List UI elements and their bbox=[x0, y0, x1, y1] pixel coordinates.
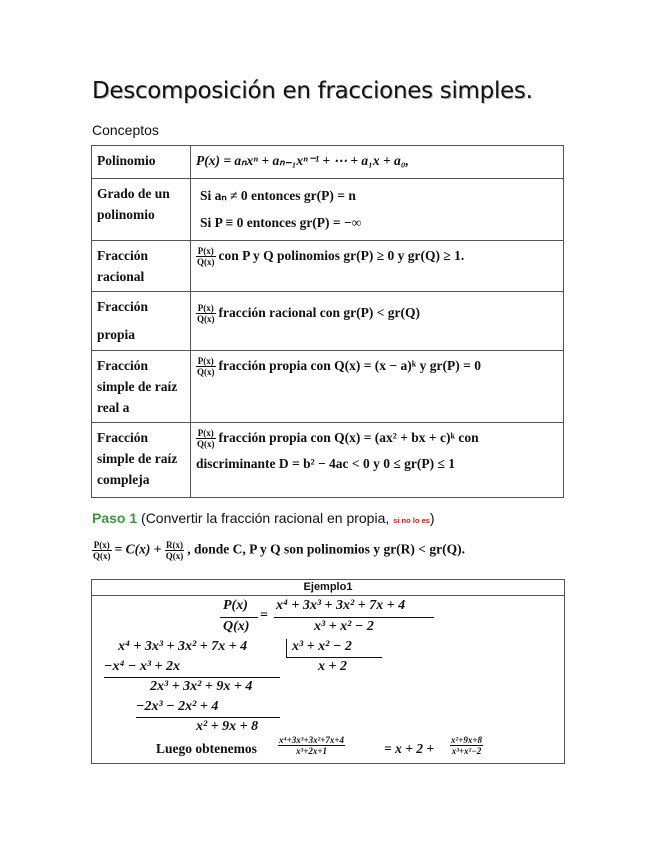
dividend: x⁴ + 3x³ + 3x² + 7x + 4 bbox=[118, 639, 248, 654]
content-line: Si P ≡ 0 entonces gr(P) = −∞ bbox=[200, 215, 362, 230]
row-content: P(x) = aₙxⁿ + aₙ₋₁xⁿ⁻¹ + ⋯ + a₁x + a₀, bbox=[191, 146, 564, 179]
content-text: fracción propia con Q(x) = (ax² + bx + c)ᵏ con bbox=[218, 430, 479, 445]
fraction: $\frac{R(x)}{Q(x)}$ bbox=[165, 540, 184, 561]
example-box bbox=[91, 579, 565, 764]
row-content bbox=[191, 292, 564, 351]
concepts-table bbox=[91, 145, 564, 498]
fraction: $\frac{P(x)}{Q(x)}$ bbox=[197, 428, 215, 450]
table-row bbox=[92, 292, 564, 351]
lhs-fraction-bar bbox=[220, 617, 258, 618]
paso-note: si no lo es bbox=[393, 516, 430, 525]
rhs-denominator: x³ + x² − 2 bbox=[314, 619, 374, 634]
paso-text: (Convertir la fracción racional en propia, bbox=[137, 510, 394, 526]
formula-text: , donde C, P y Q son polinomios y gr(R) < gr(Q). bbox=[187, 541, 465, 557]
table-row bbox=[92, 351, 564, 423]
divisor-underline bbox=[286, 657, 382, 658]
table-row bbox=[92, 241, 564, 292]
row-label: Fracción simple de raíz real a bbox=[92, 351, 191, 423]
row-label: Fracción racional bbox=[92, 241, 191, 292]
paso-heading bbox=[92, 510, 435, 526]
result-label: Luego obtenemos bbox=[156, 741, 257, 756]
row-content bbox=[191, 423, 564, 498]
fraction: $\frac{P(x)}{Q(x)}$ bbox=[197, 356, 215, 378]
subtraction-2: −2x³ − 2x² + 4 bbox=[136, 699, 219, 714]
page-title: Descomposición en fracciones simples. bbox=[92, 78, 533, 104]
row-label: Grado de un polinomio bbox=[92, 179, 191, 241]
table-row bbox=[92, 146, 564, 179]
row-content bbox=[191, 241, 564, 292]
row-content bbox=[191, 351, 564, 423]
content-text: fracción racional con gr(P) < gr(Q) bbox=[218, 305, 421, 320]
row-label: Polinomio bbox=[92, 146, 191, 179]
section-subtitle: Conceptos bbox=[92, 122, 159, 138]
remainder-1: 2x³ + 3x² + 9x + 4 bbox=[150, 679, 253, 694]
row-label: Fracción propia bbox=[92, 292, 191, 351]
equals-sign: = bbox=[260, 608, 268, 623]
content-text: con P y Q polinomios gr(P) ≥ 0 y gr(Q) ≥ 1. bbox=[218, 248, 465, 263]
result-remainder-fraction: $\frac{\text{x²+9x+8}}{\text{x³+x²−2}}$ bbox=[451, 735, 482, 756]
example-header: Ejemplo1 bbox=[92, 580, 564, 596]
rhs-numerator: x⁴ + 3x³ + 3x² + 7x + 4 bbox=[276, 598, 406, 613]
row-label: Fracción simple de raíz compleja bbox=[92, 423, 191, 498]
remainder-2: x² + 9x + 8 bbox=[196, 719, 259, 734]
quotient: x + 2 bbox=[318, 659, 347, 674]
paso-label: Paso 1 bbox=[92, 510, 138, 526]
table-row bbox=[92, 179, 564, 241]
fraction: $\frac{P(x)}{Q(x)}$ bbox=[197, 246, 215, 268]
row-content bbox=[191, 179, 564, 241]
content-line: Si aₙ ≠ 0 entonces gr(P) = n bbox=[200, 188, 356, 203]
content-text: fracción propia con Q(x) = (x − a)ᵏ y gr(P) = 0 bbox=[218, 358, 481, 373]
subtraction-1: −x⁴ − x³ + 2x bbox=[104, 659, 181, 674]
table-row bbox=[92, 423, 564, 498]
paso-text-close: ) bbox=[429, 510, 435, 526]
paso-formula bbox=[92, 540, 465, 561]
lhs-denominator: Q(x) bbox=[223, 619, 250, 634]
fraction: $\frac{P(x)}{Q(x)}$ bbox=[197, 303, 215, 325]
result-fraction: $\frac{\text{x⁴+3x³+3x²+7x+4}}{\text{x³+2x+1}}$ bbox=[279, 735, 345, 756]
subtraction-line-1 bbox=[104, 677, 280, 678]
subtraction-line-2 bbox=[136, 717, 280, 718]
lhs-numerator: P(x) bbox=[223, 598, 248, 613]
divisor: x³ + x² − 2 bbox=[292, 639, 352, 654]
content-line: discriminante D = b² − 4ac < 0 y 0 ≤ gr(P) ≤ 1 bbox=[196, 456, 456, 472]
division-bracket bbox=[286, 639, 287, 658]
result-mid: = x + 2 + bbox=[384, 741, 435, 756]
formula-mid: = C(x) + bbox=[114, 541, 162, 557]
rhs-fraction-bar bbox=[274, 617, 434, 618]
fraction: $\frac{P(x)}{Q(x)}$ bbox=[93, 540, 111, 561]
